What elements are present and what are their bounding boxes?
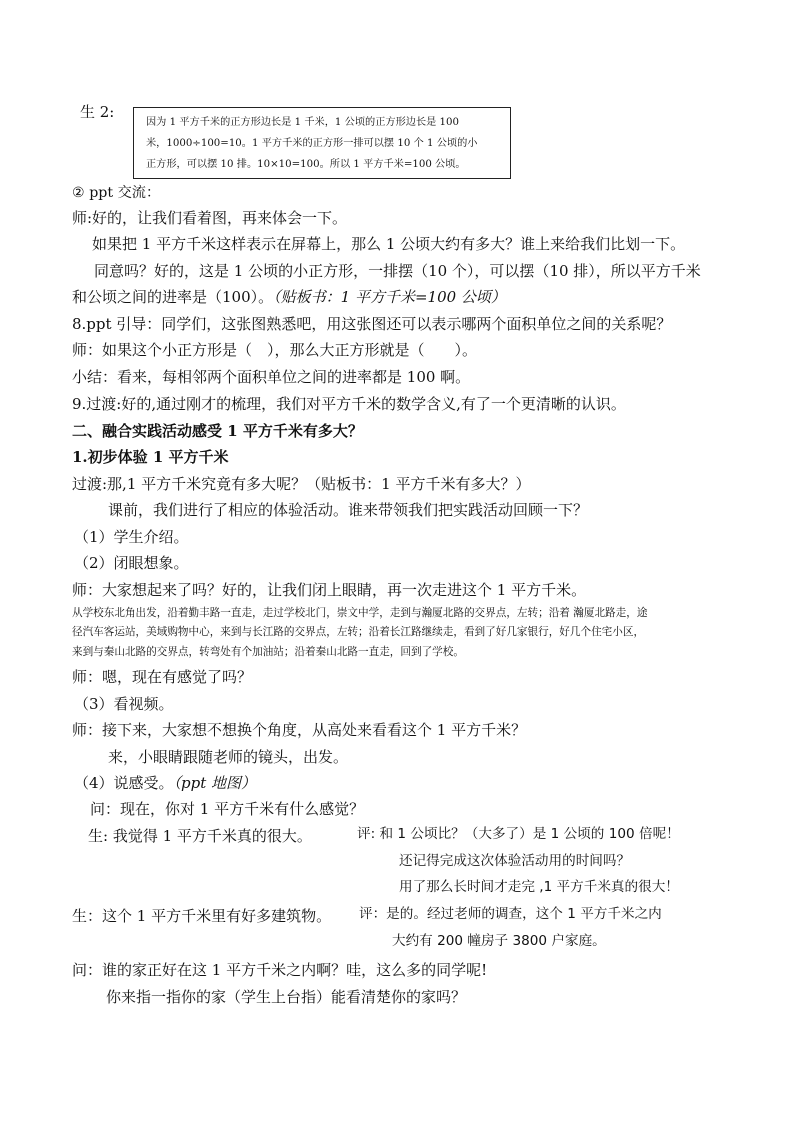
box-line-1: 因为 1 平方千米的正方形边长是 1 千米，1 公顷的正方形边长是 100 [146, 117, 460, 128]
text-line: 问：现在，你对 1 平方千米有什么感觉？ [90, 800, 365, 818]
teacher-comment: 用了那么长时间才走完 ,1 平方千米真的很大！ [399, 879, 679, 895]
route-line: 从学校东北角出发，沿着勤丰路一直走，走过学校北门，崇文中学，走到与瀚厦北路的交界点，左转；沿着 瀚厦北路走，途 [72, 607, 648, 619]
text-line: 师：嗯，现在有感觉了吗？ [72, 668, 253, 686]
section-heading: 二、融合实践活动感受 1 平方千米有多大？ [72, 422, 363, 440]
student-answer-box [133, 107, 511, 179]
text-line: 你来指一指你的家（学生上台指）能看清楚你的家吗？ [106, 988, 467, 1006]
text-line: 8.ppt 引导：同学们，这张图熟悉吧，用这张图还可以表示哪两个面积单位之间的关系呢？ [72, 315, 672, 333]
text-line: （2）闭眼想象。 [74, 554, 189, 572]
teacher-comment: 评: 和 1 公顷比？（大多了）是 1 公顷的 100 倍呢！ [357, 826, 680, 842]
text-line: 师:好的，让我们看着图，再来体会一下。 [72, 209, 348, 227]
student-reply: 生：这个 1 平方千米里有好多建筑物。 [72, 907, 332, 925]
route-line: 来到与秦山北路的交界点，转弯处有个加油站；沿着秦山北路一直走，回到了学校。 [72, 646, 464, 658]
text-line [72, 290, 506, 305]
student-2-label: 生 2: [80, 103, 115, 121]
text-line [74, 776, 256, 791]
teacher-comment: 大约有 200 幢房子 3800 户家庭。 [392, 933, 606, 949]
board-note: （贴板书：1 平方千米=100 公顷） [273, 288, 506, 306]
teacher-comment: 还记得完成这次体验活动用的时间吗？ [399, 853, 631, 869]
text-line: 来，小眼睛跟随老师的镜头，出发。 [108, 748, 349, 766]
text-line: 过渡:那,1 平方千米究竟有多大呢？（贴板书：1 平方千米有多大？） [72, 475, 531, 493]
text-line: 问：谁的家正好在这 1 平方千米之内啊？哇，这么多的同学呢! [72, 961, 488, 979]
text-line: 课前，我们进行了相应的体验活动。谁来带领我们把实践活动回顾一下？ [108, 501, 589, 519]
subsection-heading: 1.初步体验 1 平方千米 [72, 448, 229, 466]
text-line: 师：接下来，大家想不想换个角度，从高处来看看这个 1 平方千米？ [72, 721, 527, 739]
text-line: 如果把 1 平方千米这样表示在屏幕上，那么 1 公顷大约有多大？谁上来给我们比划一下。 [92, 235, 686, 253]
text-line: 师：大家想起来了吗？好的，让我们闭上眼睛，再一次走进这个 1 平方千米。 [72, 581, 587, 599]
text-line: （3）看视频。 [74, 695, 174, 713]
box-line-3: 正方形，可以摆 10 排。10×10=100。所以 1 平方千米=100 公顷。 [146, 159, 466, 170]
box-line-2: 米，1000÷100=10。1 平方千米的正方形一排可以摆 10 个 1 公顷的小 [146, 138, 478, 149]
route-line: 径汽车客运站，美域购物中心，来到与长江路的交界点，左转；沿着长江路继续走，看到了好几家银行，好几个住宅小区， [72, 626, 645, 638]
text-line: 师：如果这个小正方形是（ ），那么大正方形就是（ ）。 [72, 341, 478, 359]
text-line: ② ppt 交流： [72, 185, 161, 201]
teacher-comment: 评：是的。经过老师的调查，这个 1 平方千米之内 [359, 906, 662, 922]
text-line-part: （4）说感受。 [74, 774, 174, 792]
text-line: 同意吗？好的，这是 1 公顷的小正方形，一排摆（10 个），可以摆（10 排），所以平方千米 [94, 262, 701, 280]
text-line-part: 和公顷之间的进率是（100）。 [72, 288, 274, 306]
ppt-note: （ppt 地图） [173, 774, 257, 792]
student-reply: 生: 我觉得 1 平方千米真的很大。 [88, 827, 312, 845]
text-line: 9.过渡:好的,通过刚才的梳理，我们对平方千米的数学含义,有了一个更清晰的认识。 [72, 395, 626, 413]
text-line: （1）学生介绍。 [74, 528, 189, 546]
text-line: 小结：看来，每相邻两个面积单位之间的进率都是 100 啊。 [72, 368, 471, 386]
